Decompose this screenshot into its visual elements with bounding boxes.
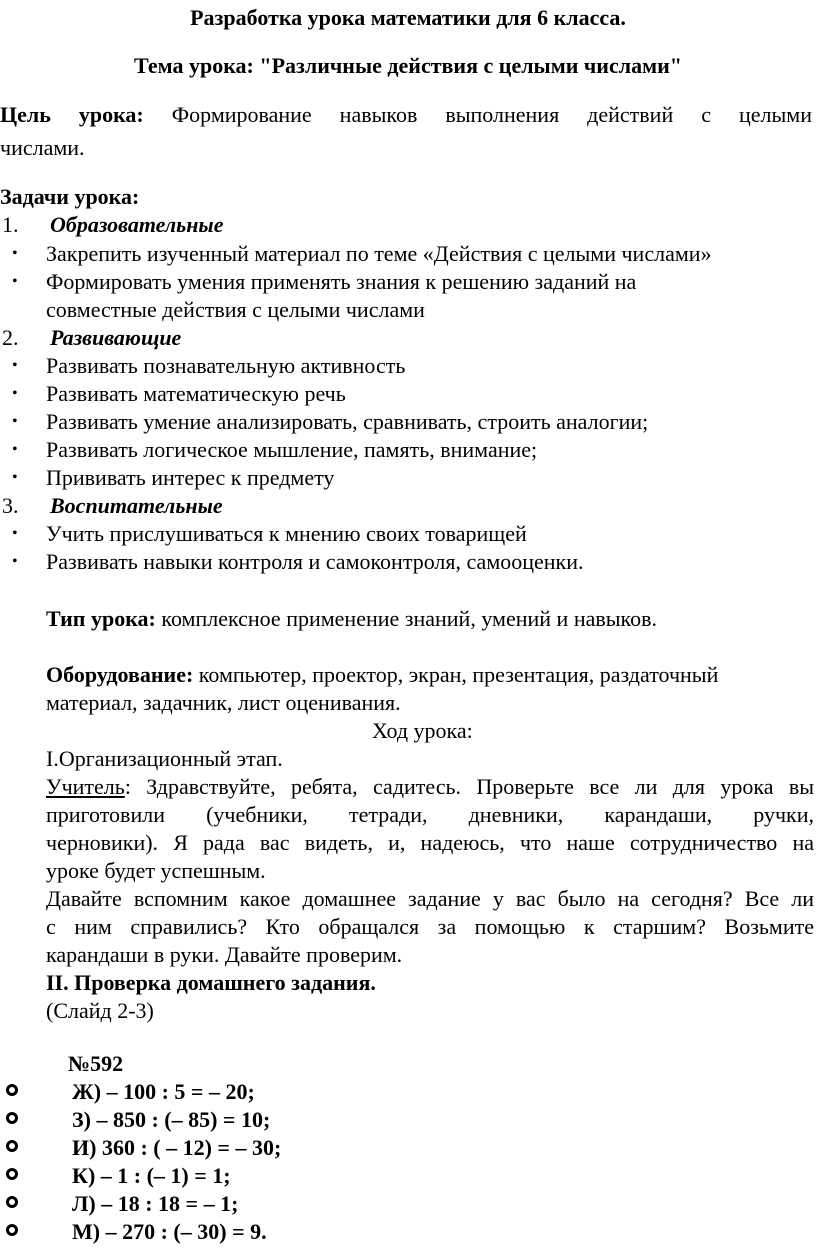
group-3-number: 3. bbox=[2, 493, 19, 518]
bullet-dot: • bbox=[12, 385, 18, 402]
circle-bullet-icon bbox=[6, 1168, 18, 1180]
bullet-dot: • bbox=[12, 553, 18, 570]
equipment-line-1 bbox=[46, 661, 718, 689]
bullet-dot: • bbox=[12, 469, 18, 486]
teacher-line-4: уроке будет успешным. bbox=[46, 858, 266, 883]
exercise-item: М) – 270 : (– 30) = 9. bbox=[72, 1219, 267, 1244]
teacher-label: Учитель bbox=[46, 774, 125, 799]
lesson-topic: Тема урока: "Различные действия с целыми числами" bbox=[134, 53, 682, 78]
list-item: Развивать познавательную активность bbox=[46, 353, 406, 378]
circle-bullet-icon bbox=[6, 1196, 18, 1208]
lesson-type-text: комплексное применение знаний, умений и навыков. bbox=[161, 606, 657, 631]
circle-bullet-icon bbox=[6, 1140, 18, 1152]
circle-bullet-icon bbox=[6, 1084, 18, 1096]
equipment-text: компьютер, проектор, экран, презентация, раздаточный bbox=[198, 662, 719, 687]
list-item: Развивать навыки контроля и самоконтроля, самооценки. bbox=[46, 549, 584, 574]
bullet-dot: • bbox=[12, 357, 18, 374]
exercise-item: К) – 1 : (– 1) = 1; bbox=[72, 1163, 231, 1188]
slide-reference: (Слайд 2-3) bbox=[46, 998, 154, 1023]
exercise-item: Л) – 18 : 18 = – 1; bbox=[72, 1191, 239, 1216]
goal-line-1 bbox=[0, 101, 812, 129]
group-2-title: Развивающие bbox=[50, 325, 182, 350]
stage-1-heading: I.Организационный этап. bbox=[46, 746, 283, 771]
stage-2-heading: II. Проверка домашнего задания. bbox=[46, 970, 376, 995]
teacher-line-3: черновики). Я рада вас видеть, и, надеюсь, что наше сотрудничество на bbox=[46, 830, 814, 855]
lesson-type-label: Тип урока: bbox=[46, 606, 156, 631]
group-1-number: 1. bbox=[2, 212, 19, 237]
circle-bullet-icon bbox=[6, 1112, 18, 1124]
teacher-line-1 bbox=[46, 773, 814, 801]
group-3-title: Воспитательные bbox=[50, 493, 223, 518]
goal-line-2: числами. bbox=[0, 135, 85, 160]
bullet-dot: • bbox=[12, 413, 18, 430]
lesson-type bbox=[46, 605, 657, 633]
document-title: Разработка урока математики для 6 класса. bbox=[190, 5, 626, 30]
teacher-text: : Здравствуйте, ребята, садитесь. Проверьте все ли для урока вы bbox=[124, 774, 814, 799]
circle-bullet-icon bbox=[6, 1224, 18, 1236]
list-item: Развивать логическое мышление, память, внимание; bbox=[46, 437, 538, 462]
list-item: Прививать интерес к предмету bbox=[46, 465, 335, 490]
paragraph-2-line-1: Давайте вспомним какое домашнее задание у вас было на сегодня? Все ли bbox=[46, 886, 814, 911]
exercise-item: З) – 850 : (– 85) = 10; bbox=[72, 1107, 271, 1132]
bullet-dot: • bbox=[12, 273, 18, 290]
equipment-label: Оборудование: bbox=[46, 662, 194, 687]
paragraph-2-line-2: с ним справились? Кто обращался за помощью к старшим? Возьмите bbox=[46, 914, 814, 939]
list-item: Закрепить изученный материал по теме «Действия с целыми числами» bbox=[46, 241, 712, 266]
goal-label: Цель урока: bbox=[0, 102, 144, 127]
teacher-line-2: приготовили (учебники, тетради, дневники, карандаши, ручки, bbox=[46, 802, 814, 827]
list-item: Развивать умение анализировать, сравнивать, строить аналогии; bbox=[46, 409, 649, 434]
list-item: Учить прислушиваться к мнению своих товарищей bbox=[46, 521, 527, 546]
bullet-dot: • bbox=[12, 525, 18, 542]
list-item: Развивать математическую речь bbox=[46, 381, 346, 406]
group-2-number: 2. bbox=[2, 325, 19, 350]
course-heading: Ход урока: bbox=[372, 718, 473, 743]
tasks-label: Задачи урока: bbox=[0, 184, 140, 209]
exercise-number: №592 bbox=[68, 1051, 124, 1076]
exercise-item: И) 360 : ( – 12) = – 30; bbox=[72, 1135, 282, 1160]
exercise-item: Ж) – 100 : 5 = – 20; bbox=[72, 1079, 255, 1104]
goal-text: Формирование навыков выполнения действий с целыми bbox=[171, 102, 812, 127]
bullet-dot: • bbox=[12, 245, 18, 262]
equipment-line-2: материал, задачник, лист оценивания. bbox=[46, 690, 401, 715]
group-1-title: Образовательные bbox=[50, 212, 224, 237]
paragraph-2-line-3: карандаши в руки. Давайте проверим. bbox=[46, 942, 403, 967]
list-item: Формировать умения применять знания к решению заданий на bbox=[46, 269, 637, 294]
list-item-continuation: совместные действия с целыми числами bbox=[46, 297, 425, 322]
bullet-dot: • bbox=[12, 441, 18, 458]
